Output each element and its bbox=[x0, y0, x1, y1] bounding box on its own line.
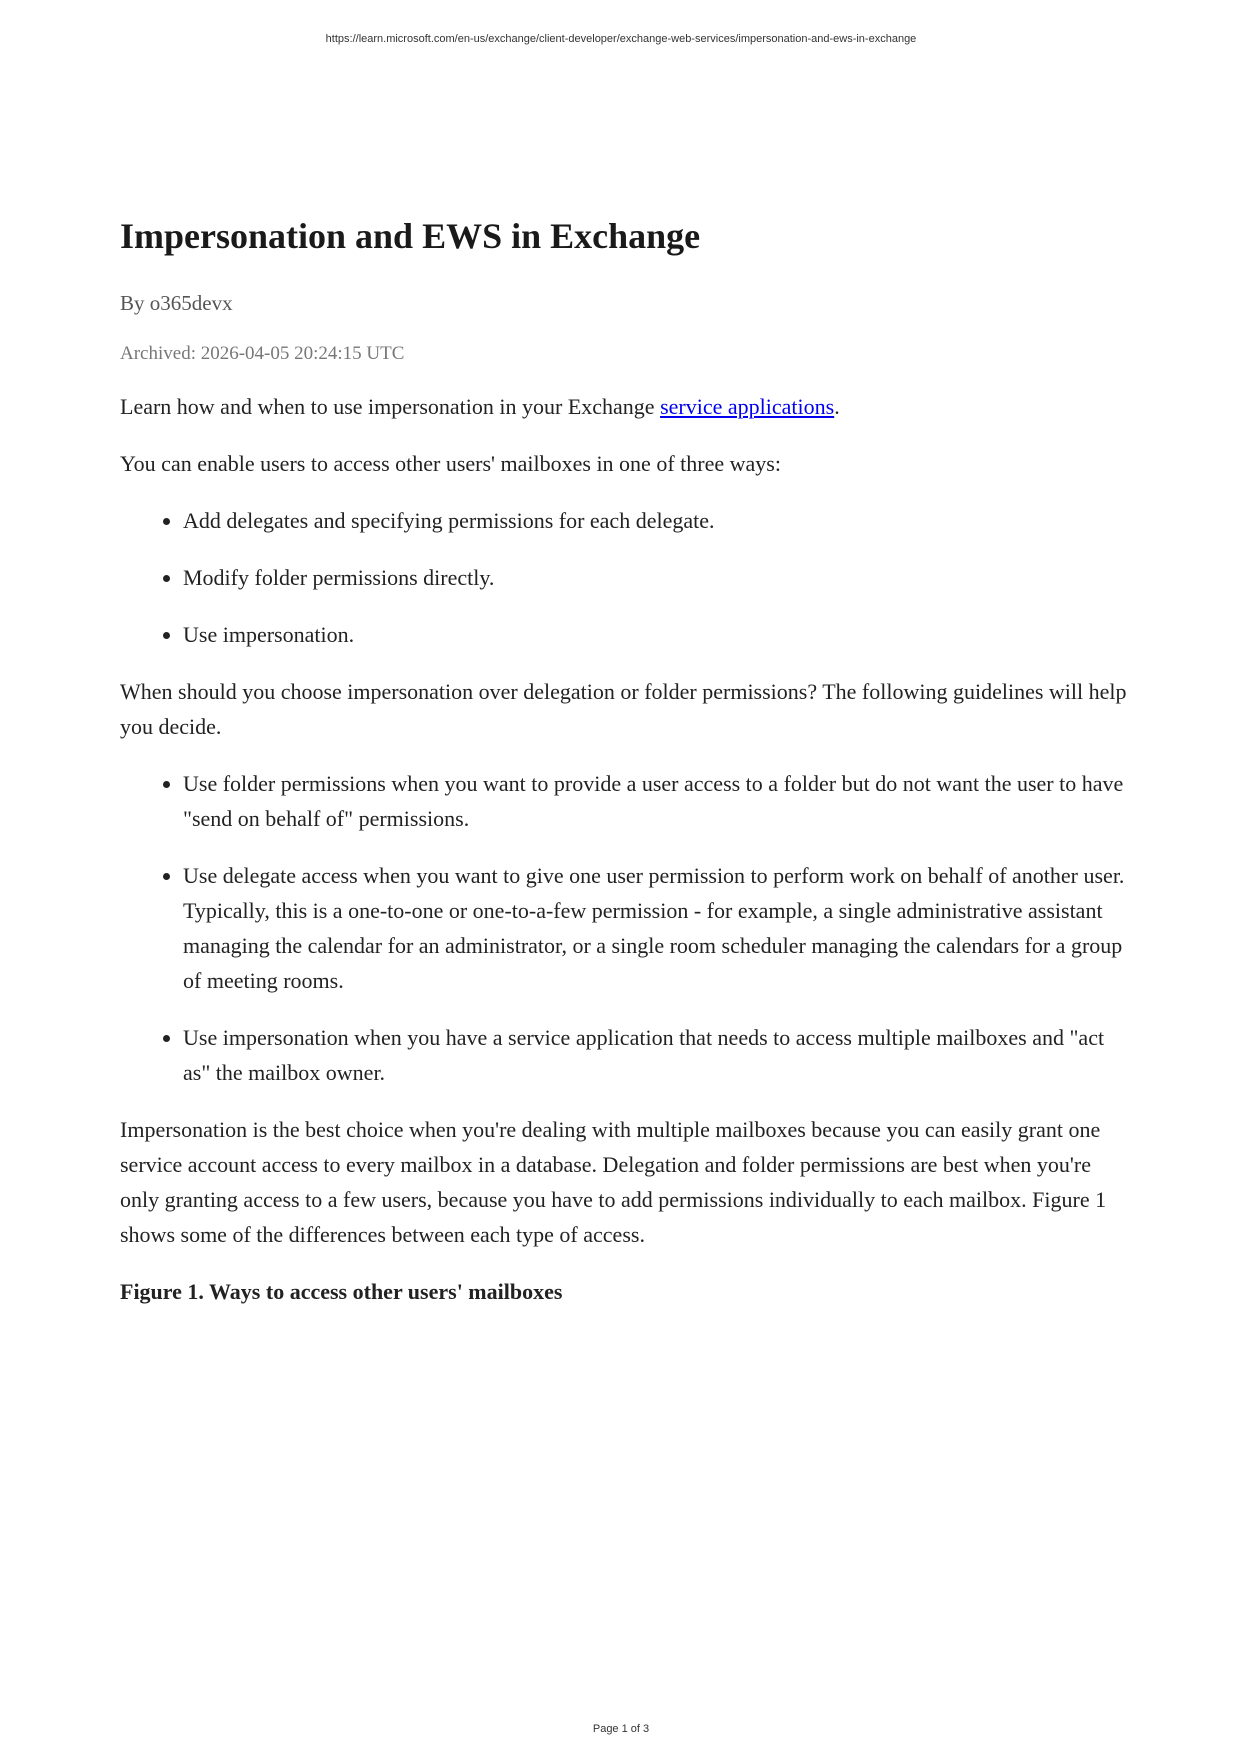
list-item: • Use impersonation when you have a service application that needs to access multiple mailboxes and "act as" the mailbox owner. bbox=[183, 1020, 1130, 1090]
list-item: • Add delegates and specifying permissions for each delegate. bbox=[183, 503, 1130, 538]
list-item: • Use delegate access when you want to give one user permission to perform work on behalf of another user. Typically, this is a one-to-one or one-to-a-few permission - for example, a single administrative assistant managing the calendar for an administrator, or a single room scheduler managing the calendars for a group of meeting rooms. bbox=[183, 858, 1130, 998]
byline: By o365devx bbox=[120, 291, 233, 315]
list-item: • Use impersonation. bbox=[183, 617, 1130, 652]
summary-paragraph: Impersonation is the best choice when you're dealing with multiple mailboxes because you can easily grant one service account access to every mailbox in a database. Delegation and folder permissions are best when you're only granting access to a few users, because you have to add permissions individually to each mailbox. Figure 1 shows some of the differences between each type of access. bbox=[120, 1117, 1107, 1247]
figure-caption: Figure 1. Ways to access other users' mailboxes bbox=[120, 1279, 563, 1304]
header-url: https://learn.microsoft.com/en-us/exchange/client-developer/exchange-web-services/impersonation-and-ews-in-exchange bbox=[325, 33, 917, 45]
list-item: • Use folder permissions when you want to provide a user access to a folder but do not want the user to have "send on behalf of" permissions. bbox=[183, 766, 1130, 836]
page-number: Page 1 of 3 bbox=[592, 1723, 650, 1735]
article bbox=[120, 212, 1130, 1331]
ways-intro: You can enable users to access other users' mailboxes in one of three ways: bbox=[120, 451, 781, 476]
archived-date: Archived: 2026-04-05 20:24:15 UTC bbox=[120, 343, 405, 364]
intro-text: Learn how and when to use impersonation in your Exchange bbox=[120, 394, 661, 419]
guidelines-intro: When should you choose impersonation over delegation or folder permissions? The following guidelines will help you decide. bbox=[120, 679, 1127, 739]
list-item: • Modify folder permissions directly. bbox=[183, 560, 1130, 595]
intro-paragraph bbox=[120, 389, 1130, 424]
guidelines-list bbox=[120, 766, 1130, 1090]
intro-end: . bbox=[834, 394, 840, 419]
service-applications-link[interactable]: service applications bbox=[660, 394, 835, 419]
page-title: Impersonation and EWS in Exchange bbox=[120, 216, 701, 256]
ways-list bbox=[120, 503, 1130, 652]
